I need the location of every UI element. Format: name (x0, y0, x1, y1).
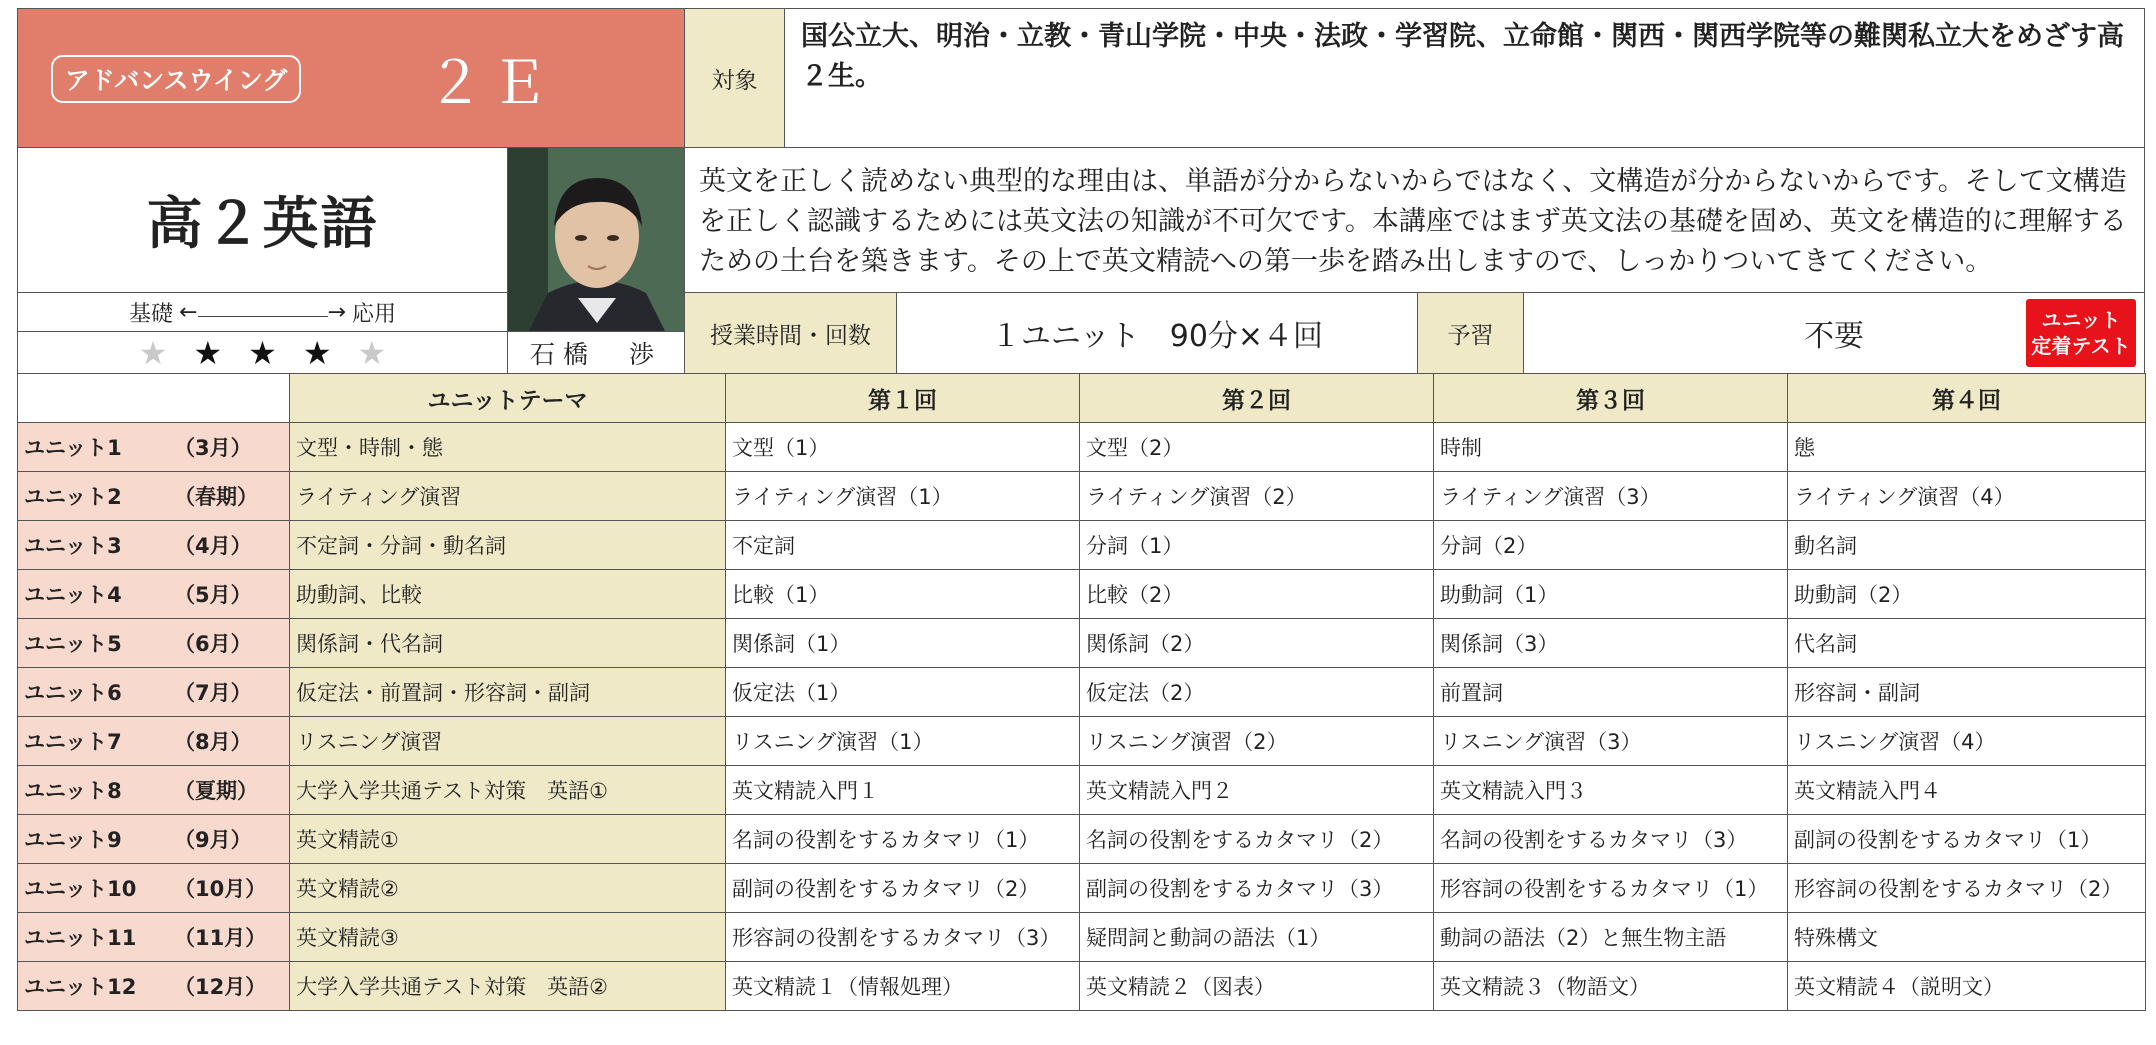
session-cell-4: 動名詞 (1788, 521, 2146, 570)
session-cell-4: ライティング演習（4） (1788, 472, 2146, 521)
unit-name: ユニット4 (24, 583, 122, 607)
unit-theme: 関係詞・代名詞 (290, 619, 726, 668)
session-cell-3: 英文精読３（物語文） (1434, 962, 1788, 1011)
session-cell-4: 形容詞の役割をするカタマリ（2） (1788, 864, 2146, 913)
unit-cell (18, 521, 290, 570)
unit-test-badge: ユニット 定着テスト (2026, 299, 2136, 367)
unit-name: ユニット8 (24, 779, 122, 803)
teacher-photo (507, 147, 685, 332)
table-row (18, 521, 2146, 570)
session-cell-2: ライティング演習（2） (1080, 472, 1434, 521)
level-stars (17, 331, 508, 374)
unit-cell (18, 619, 290, 668)
star-filled-icon: ★ (248, 333, 277, 372)
header-unit-theme: ユニットテーマ (290, 374, 726, 423)
session-cell-4: 英文精読４（説明文） (1788, 962, 2146, 1011)
session-cell-3: 英文精読入門３ (1434, 766, 1788, 815)
session-cell-2: 関係詞（2） (1080, 619, 1434, 668)
course-code: ２Ｅ (425, 49, 554, 117)
schedule-table (17, 373, 2146, 1011)
session-cell-1: 名詞の役割をするカタマリ（1） (726, 815, 1080, 864)
session-cell-4: 態 (1788, 423, 2146, 472)
header-session-4: 第４回 (1788, 374, 2146, 423)
session-cell-3: 分詞（2） (1434, 521, 1788, 570)
unit-period: （7月） (174, 681, 252, 705)
session-cell-3: ライティング演習（3） (1434, 472, 1788, 521)
unit-theme: リスニング演習 (290, 717, 726, 766)
target-text: 国公立大、明治・立教・青山学院・中央・法政・学習院、立命館・関西・関西学院等の難関私立大をめざす高２生。 (784, 8, 2145, 148)
unit-cell (18, 472, 290, 521)
session-cell-3: 時制 (1434, 423, 1788, 472)
unit-name: ユニット9 (24, 828, 122, 852)
star-empty-icon: ★ (357, 333, 387, 372)
session-cell-1: リスニング演習（1） (726, 717, 1080, 766)
unit-cell (18, 815, 290, 864)
session-cell-4: 助動詞（2） (1788, 570, 2146, 619)
session-cell-3: 助動詞（1） (1434, 570, 1788, 619)
unit-cell (18, 864, 290, 913)
unit-theme: 仮定法・前置詞・形容詞・副詞 (290, 668, 726, 717)
session-cell-2: 英文精読２（図表） (1080, 962, 1434, 1011)
unit-period: （夏期） (174, 779, 258, 803)
unit-name: ユニット2 (24, 485, 122, 509)
level-right-label: 応用 (351, 301, 396, 327)
unit-period: （8月） (174, 730, 252, 754)
level-scale (17, 292, 508, 332)
unit-name: ユニット10 (24, 877, 137, 901)
unit-period: （12月） (174, 975, 267, 999)
level-left-label: 基礎 (129, 301, 174, 327)
unit-theme: 文型・時制・態 (290, 423, 726, 472)
session-cell-1: ライティング演習（1） (726, 472, 1080, 521)
unit-theme: 英文精読② (290, 864, 726, 913)
session-cell-1: 文型（1） (726, 423, 1080, 472)
teacher-portrait-image (508, 148, 685, 332)
table-row (18, 815, 2146, 864)
star-filled-icon: ★ (302, 333, 332, 372)
table-row (18, 864, 2146, 913)
teacher-name: 石橋 渉 (507, 331, 685, 374)
unit-period: （3月） (174, 436, 252, 460)
unit-cell (18, 423, 290, 472)
table-row (18, 668, 2146, 717)
table-row (18, 619, 2146, 668)
session-cell-4: 代名詞 (1788, 619, 2146, 668)
session-cell-2: 比較（2） (1080, 570, 1434, 619)
session-cell-1: 英文精読入門１ (726, 766, 1080, 815)
session-cell-2: 文型（2） (1080, 423, 1434, 472)
session-cell-3: 動詞の語法（2）と無生物主語 (1434, 913, 1788, 962)
session-cell-1: 比較（1） (726, 570, 1080, 619)
star-empty-icon: ★ (138, 333, 168, 372)
session-cell-2: 分詞（1） (1080, 521, 1434, 570)
table-row (18, 717, 2146, 766)
level-arrow: ← → (179, 299, 346, 325)
table-header-row (18, 374, 2146, 423)
class-time-value: １ユニット 90分×４回 (896, 292, 1418, 374)
unit-cell (18, 570, 290, 619)
session-cell-4: 特殊構文 (1788, 913, 2146, 962)
session-cell-4: リスニング演習（4） (1788, 717, 2146, 766)
table-row (18, 766, 2146, 815)
unit-theme: 大学入学共通テスト対策 英語② (290, 962, 726, 1011)
unit-name: ユニット3 (24, 534, 122, 558)
unit-period: （11月） (174, 926, 267, 950)
session-cell-1: 不定詞 (726, 521, 1080, 570)
table-row (18, 472, 2146, 521)
unit-period: （4月） (174, 534, 252, 558)
unit-period: （5月） (174, 583, 252, 607)
session-cell-1: 関係詞（1） (726, 619, 1080, 668)
unit-theme: 英文精読① (290, 815, 726, 864)
prep-label: 予習 (1417, 292, 1524, 374)
session-cell-2: 仮定法（2） (1080, 668, 1434, 717)
table-row (18, 423, 2146, 472)
unit-name: ユニット1 (24, 436, 122, 460)
course-type-tag: アドバンスウイング (51, 55, 301, 103)
session-cell-2: 名詞の役割をするカタマリ（2） (1080, 815, 1434, 864)
star-filled-icon: ★ (193, 333, 223, 372)
unit-theme: 大学入学共通テスト対策 英語① (290, 766, 726, 815)
session-cell-2: 英文精読入門２ (1080, 766, 1434, 815)
session-cell-4: 副詞の役割をするカタマリ（1） (1788, 815, 2146, 864)
session-cell-1: 副詞の役割をするカタマリ（2） (726, 864, 1080, 913)
unit-name: ユニット12 (24, 975, 137, 999)
header-session-2: 第２回 (1080, 374, 1434, 423)
unit-name: ユニット6 (24, 681, 122, 705)
table-row (18, 913, 2146, 962)
session-cell-3: リスニング演習（3） (1434, 717, 1788, 766)
unit-period: （9月） (174, 828, 252, 852)
session-cell-3: 関係詞（3） (1434, 619, 1788, 668)
session-cell-3: 形容詞の役割をするカタマリ（1） (1434, 864, 1788, 913)
course-description: 英文を正しく読めない典型的な理由は、単語が分からないからではなく、文構造が分からないからです。そして文構造を正しく認識するためには英文法の知識が不可欠です。本講座ではまず英文法の基礎を固め、英文を構造的に理解するための土台を築きます。その上で英文精読への第一歩を踏み出しますので、しっかりついてきてください。 (684, 147, 2145, 293)
header-session-1: 第１回 (726, 374, 1080, 423)
session-cell-3: 名詞の役割をするカタマリ（3） (1434, 815, 1788, 864)
subject-title: 高２英語 (17, 147, 508, 293)
session-cell-1: 仮定法（1） (726, 668, 1080, 717)
session-cell-4: 形容詞・副詞 (1788, 668, 2146, 717)
unit-name: ユニット7 (24, 730, 122, 754)
table-row (18, 962, 2146, 1011)
session-cell-2: 副詞の役割をするカタマリ（3） (1080, 864, 1434, 913)
unit-theme: 不定詞・分詞・動名詞 (290, 521, 726, 570)
unit-period: （10月） (174, 877, 267, 901)
target-label: 対象 (684, 8, 785, 148)
unit-period: （春期） (174, 485, 258, 509)
unit-cell (18, 668, 290, 717)
unit-cell (18, 962, 290, 1011)
unit-theme: 英文精読③ (290, 913, 726, 962)
prep-value: 不要 (1523, 292, 2145, 374)
unit-theme: 助動詞、比較 (290, 570, 726, 619)
unit-name: ユニット11 (24, 926, 137, 950)
unit-cell (18, 913, 290, 962)
unit-name: ユニット5 (24, 632, 122, 656)
header-blank (18, 374, 290, 423)
unit-period: （6月） (174, 632, 252, 656)
unit-cell (18, 717, 290, 766)
header-session-3: 第３回 (1434, 374, 1788, 423)
session-cell-4: 英文精読入門４ (1788, 766, 2146, 815)
session-cell-1: 形容詞の役割をするカタマリ（3） (726, 913, 1080, 962)
session-cell-2: リスニング演習（2） (1080, 717, 1434, 766)
unit-cell (18, 766, 290, 815)
table-row (18, 570, 2146, 619)
session-cell-2: 疑問詞と動詞の語法（1） (1080, 913, 1434, 962)
unit-theme: ライティング演習 (290, 472, 726, 521)
session-cell-3: 前置詞 (1434, 668, 1788, 717)
session-cell-1: 英文精読１（情報処理） (726, 962, 1080, 1011)
class-time-label: 授業時間・回数 (684, 292, 897, 374)
